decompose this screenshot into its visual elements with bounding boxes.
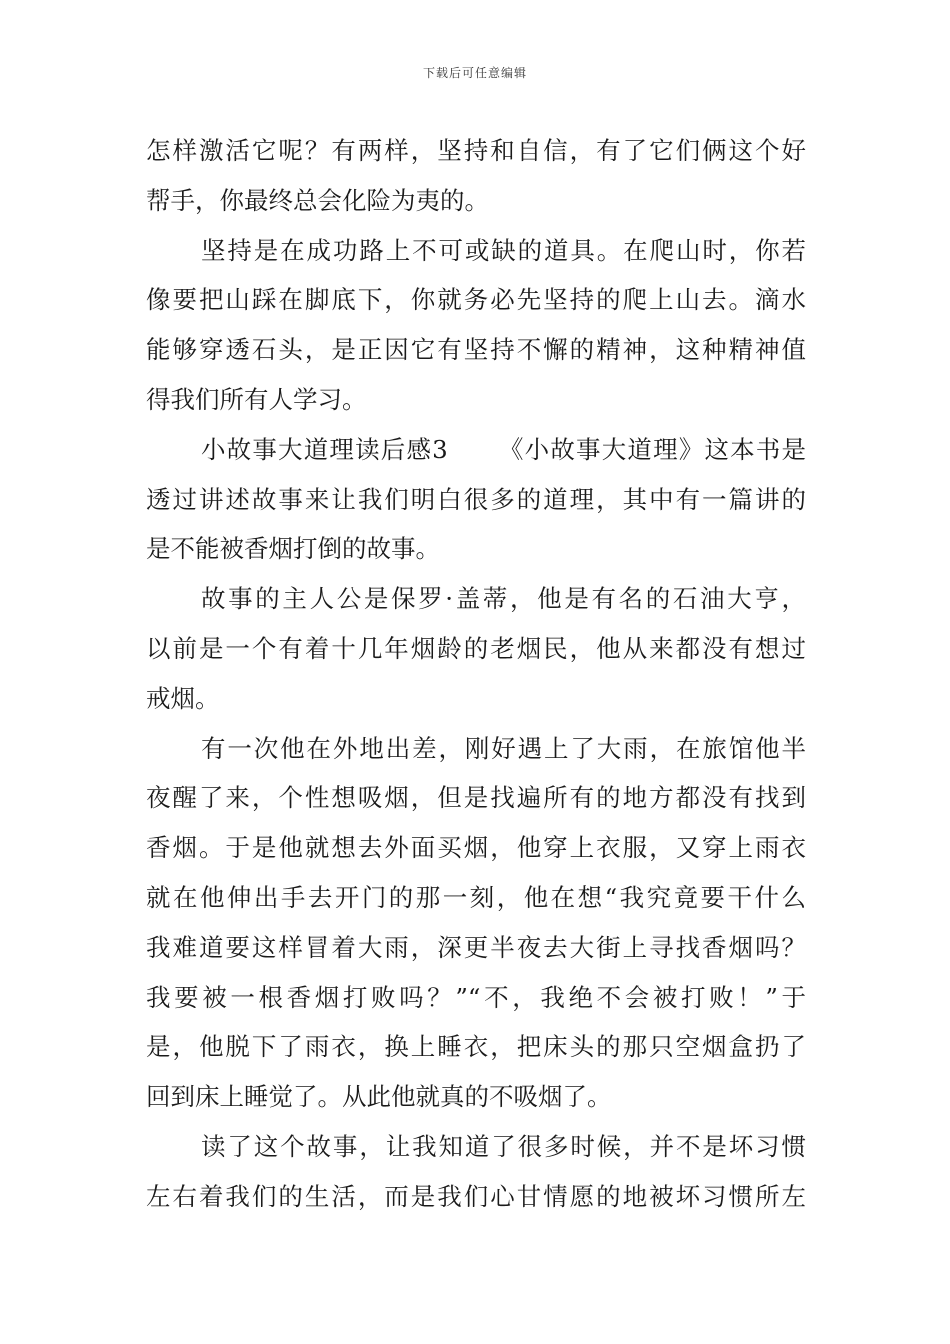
- paragraph: [146, 126, 806, 226]
- text-line: 左右着我们的生活，而是我们心甘情愿的地被坏习惯所左: [146, 1181, 806, 1211]
- text-line: 故事的主人公是保罗·盖蒂，他是有名的石油大亨，: [201, 584, 806, 614]
- text-line: 香烟。于是他就想去外面买烟，他穿上衣服，又穿上雨衣: [146, 833, 806, 863]
- paragraph: [146, 724, 806, 1122]
- text-line: 有一次他在外地出差，刚好遇上了大雨，在旅馆他半: [201, 733, 806, 763]
- text-line: 以前是一个有着十几年烟龄的老烟民，他从来都没有想过: [146, 633, 806, 663]
- text-line: 回到床上睡觉了。从此他就真的不吸烟了。: [146, 1082, 612, 1112]
- text-line: 我要被一根香烟打败吗？”“不，我绝不会被打败！”于: [146, 982, 806, 1012]
- text-line: 透过讲述故事来让我们明白很多的道理，其中有一篇讲的: [146, 484, 806, 514]
- text-line: 读了这个故事，让我知道了很多时候，并不是坏习惯: [201, 1131, 806, 1161]
- paragraph: [146, 226, 806, 425]
- paragraph: [146, 1122, 806, 1222]
- text-line: 帮手，你最终总会化险为夷的。: [146, 185, 489, 215]
- text-line: 像要把山踩在脚底下，你就务必先坚持的爬上山去。滴水: [146, 285, 806, 315]
- text-line: 就在他伸出手去开门的那一刻，他在想“我究竟要干什么: [146, 882, 806, 912]
- paragraph: [146, 425, 806, 574]
- text-line: 能够穿透石头，是正因它有坚持不懈的精神，这种精神值: [146, 335, 806, 365]
- page-header: 下载后可任意编辑: [422, 66, 527, 80]
- text-line: [146, 425, 806, 475]
- text-line: 夜醒了来，个性想吸烟，但是找遍所有的地方都没有找到: [146, 783, 806, 813]
- text-line: 戒烟。: [146, 683, 220, 713]
- paragraph: [146, 574, 806, 723]
- text-line: 怎样激活它呢？有两样，坚持和自信，有了它们俩这个好: [146, 136, 806, 165]
- text-line: 得我们所有人学习。: [146, 384, 367, 414]
- document-body: [146, 126, 806, 1222]
- heading-continuation: 《小故事大道理》这本书是: [497, 434, 806, 464]
- text-line: 是不能被香烟打倒的故事。: [146, 534, 440, 564]
- text-line: 坚持是在成功路上不可或缺的道具。在爬山时，你若: [201, 235, 806, 265]
- text-line: 是，他脱下了雨衣，换上睡衣，把床头的那只空烟盒扔了: [146, 1032, 806, 1062]
- section-heading: 小故事大道理读后感3: [201, 434, 448, 464]
- text-line: 我难道要这样冒着大雨，深更半夜去大街上寻找香烟吗？: [146, 932, 806, 962]
